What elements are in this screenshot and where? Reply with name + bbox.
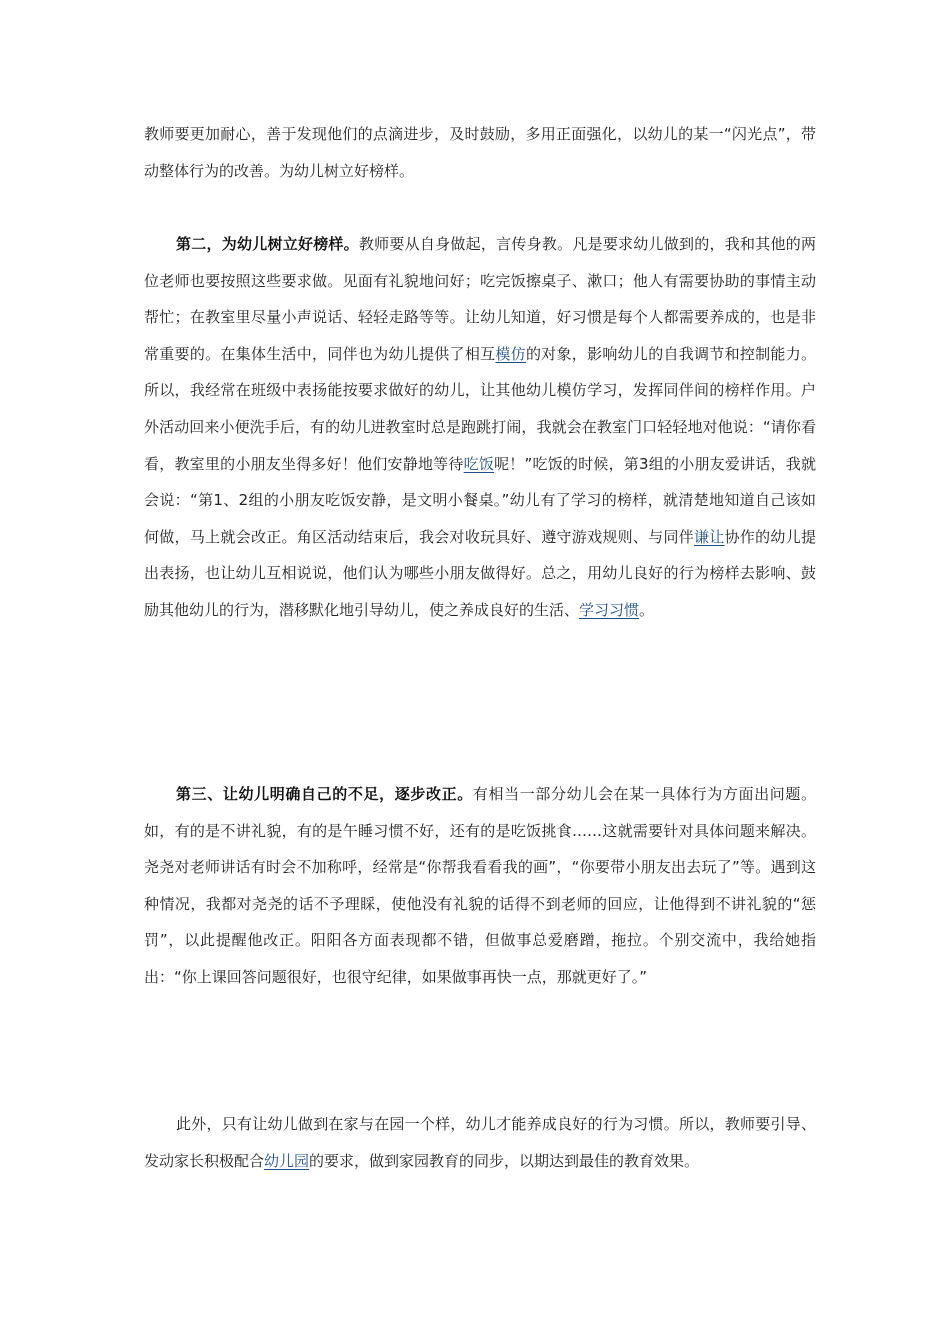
paragraph-shortcomings [144, 776, 816, 996]
link-eat[interactable]: 吃饭 [463, 454, 495, 473]
link-study-habits[interactable]: 学习习惯 [579, 600, 640, 619]
paragraph-text: 协作的幼儿提出表扬，也让幼儿互相说说，他们认为哪些小朋友做得好。总之，用幼儿良好的行为榜样去影响、鼓励其他幼儿的行为，潜移默化地引导幼儿，使之养成良好的生活、 [144, 527, 816, 619]
paragraph-heading: 第三、让幼儿明确自己的不足，逐步改正。 [176, 785, 473, 803]
paragraph-text: 有相当一部分幼儿会在某一具体行为方面出问题。如，有的是不讲礼貌，有的是午睡习惯不好，还有的是吃饭挑食……这就需要针对具体问题来解决。尧尧对老师讲话有时会不加称呼，经常是“你帮我看看我的画”，“你要带小朋友出去玩了”等。遇到这种情况，我都对尧尧的话不予理睬，使他没有礼貌的话得不到老师的回应，让他得到不讲礼貌的“惩罚”，以此提醒他改正。阳阳各方面表现都不错，但做事总爱磨蹭，拖拉。个别交流中，我给她指出：“你上课回答问题很好，也很守纪律，如果做事再快一点，那就更好了。” [144, 785, 816, 986]
paragraph-text: 呢！”吃饭的时候，第3组的小朋友爱讲话，我就会说：“第1、2组的小朋友吃饭安静，是文明小餐桌。”幼儿有了学习的榜样，就清楚地知道自己该如何做，马上就会改正。角区活动结束后，我会对收玩具好、遵守游戏规则、与同伴 [144, 454, 816, 546]
paragraph-text: 教师要从自身做起，言传身教。凡是要求幼儿做到的，我和其他的两位老师也要按照这些要求做。见面有礼貌地问好；吃完饭擦桌子、漱口；他人有需要协助的事情主动帮忙；在教室里尽量小声说话、轻轻走路等等。让幼儿知道，好习惯是每个人都需要养成的，也是非常重要的。在集体生活中，同伴也为幼儿提供了相互 [144, 235, 816, 363]
paragraph-home-school [144, 1106, 816, 1179]
paragraph-text: 教师要更加耐心，善于发现他们的点滴进步，及时鼓励，多用正面强化，以幼儿的某一“闪光点”，带动整体行为的改善。为幼儿树立好榜样。 [144, 125, 816, 180]
paragraph-text: 此外，只有让幼儿做到在家与在园一个样，幼儿才能养成良好的行为习惯。所以，教师要引导、发动家长积极配合 [144, 1115, 816, 1170]
paragraph-role-model [144, 226, 816, 629]
paragraph-text: 的要求，做到家园教育的同步，以期达到最佳的教育效果。 [309, 1151, 700, 1170]
link-kindergarten[interactable]: 幼儿园 [264, 1151, 310, 1170]
paragraph-text: 的对象，影响幼儿的自我调节和控制能力。所以，我经常在班级中表扬能按要求做好的幼儿，让其他幼儿模仿学习，发挥同伴间的榜样作用。户外活动回来小便洗手后，有的幼儿进教室时总是跑跳打闹，我就会在教室门口轻轻地对他说：“请你看看，教室里的小朋友坐得多好！他们安静地等待 [144, 344, 816, 473]
link-imitate[interactable]: 模仿 [495, 344, 526, 363]
paragraph-heading: 第二，为幼儿树立好榜样。 [176, 235, 359, 253]
paragraph-text: 。 [639, 600, 655, 619]
paragraph-continuation [144, 116, 816, 189]
link-modesty[interactable]: 谦让 [694, 527, 725, 546]
